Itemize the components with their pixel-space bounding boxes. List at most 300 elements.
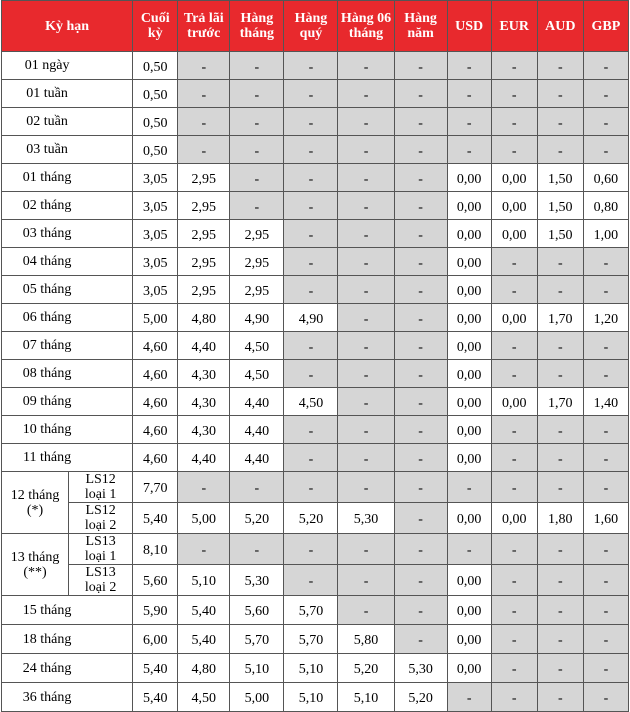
rate-cell: - [284, 164, 338, 192]
sub-term-label: LS12 [85, 503, 116, 518]
rate-cell: 6,00 [133, 625, 178, 654]
rate-cell: - [394, 565, 447, 596]
rate-cell: - [338, 248, 394, 276]
rate-cell: 0,00 [447, 503, 491, 534]
table-row-12-loai1 [2, 472, 629, 503]
term-cell: 03 tuần [2, 136, 133, 164]
rate-cell: 5,20 [338, 654, 394, 683]
rate-cell: - [537, 472, 583, 503]
rate-cell: 4,90 [230, 304, 284, 332]
table-row [2, 52, 629, 80]
term-label: 13 tháng [10, 549, 60, 565]
rate-cell: 0,00 [447, 220, 491, 248]
rate-cell: - [178, 136, 230, 164]
term-cell: 07 tháng [2, 332, 133, 360]
rate-cell: 0,00 [491, 192, 537, 220]
rate-cell: - [394, 52, 447, 80]
rate-cell: 4,60 [133, 388, 178, 416]
rate-cell: - [537, 444, 583, 472]
rate-cell: - [537, 625, 583, 654]
table-row [2, 192, 629, 220]
rate-cell: - [583, 416, 628, 444]
rate-cell: 2,95 [178, 192, 230, 220]
rate-cell: - [491, 472, 537, 503]
rate-cell: - [338, 304, 394, 332]
rate-cell: 5,40 [133, 503, 178, 534]
rate-cell: - [394, 596, 447, 625]
rate-cell: 4,30 [178, 416, 230, 444]
table-row [2, 596, 629, 625]
table-row [2, 332, 629, 360]
rate-cell: - [583, 248, 628, 276]
term-cell: 01 ngày [2, 52, 133, 80]
rate-cell: - [284, 192, 338, 220]
rate-cell: - [491, 136, 537, 164]
sub-term-label: LS13 [85, 565, 116, 580]
table-row [2, 136, 629, 164]
rate-cell: - [537, 248, 583, 276]
rate-cell: - [230, 472, 284, 503]
rate-cell: - [394, 472, 447, 503]
rate-cell: 0,00 [491, 164, 537, 192]
term-cell: 24 tháng [2, 654, 133, 683]
sub-term-type: loại 1 [84, 549, 117, 564]
term-note: (*) [26, 502, 44, 518]
sub-term-cell [69, 503, 133, 534]
rate-cell: - [447, 472, 491, 503]
rate-cell: - [338, 472, 394, 503]
rate-cell: - [394, 304, 447, 332]
rate-cell: - [394, 388, 447, 416]
rate-cell: 1,40 [583, 388, 628, 416]
rate-cell: - [338, 164, 394, 192]
rate-cell: - [491, 654, 537, 683]
rate-cell: - [338, 192, 394, 220]
rate-cell: - [537, 683, 583, 712]
term-cell: 01 tuần [2, 80, 133, 108]
rate-cell: 3,05 [133, 164, 178, 192]
rate-cell: - [394, 276, 447, 304]
term-cell: 08 tháng [2, 360, 133, 388]
term-cell: 11 tháng [2, 444, 133, 472]
rate-cell: 4,80 [178, 304, 230, 332]
table-row [2, 654, 629, 683]
rate-cell: - [583, 360, 628, 388]
rate-cell: 2,95 [178, 164, 230, 192]
rate-cell: - [583, 80, 628, 108]
rate-cell: 0,50 [133, 136, 178, 164]
rate-cell: 2,95 [230, 220, 284, 248]
rate-cell: - [394, 220, 447, 248]
rate-cell: - [338, 332, 394, 360]
rate-cell: - [284, 136, 338, 164]
header-gbp: GBP [583, 1, 628, 52]
rate-cell: - [178, 52, 230, 80]
rate-cell: - [338, 136, 394, 164]
rate-cell: - [583, 108, 628, 136]
header-aud: AUD [537, 1, 583, 52]
rate-cell: - [284, 360, 338, 388]
rate-cell: 5,70 [230, 625, 284, 654]
rate-cell: - [284, 80, 338, 108]
rate-cell: - [491, 534, 537, 565]
rate-cell: 5,10 [338, 683, 394, 712]
rate-cell: - [284, 472, 338, 503]
header-cuoi-ky: Cuối kỳ [133, 1, 178, 52]
rate-cell: - [338, 276, 394, 304]
rate-cell: - [583, 472, 628, 503]
term-cell: 03 tháng [2, 220, 133, 248]
rate-cell: 0,50 [133, 52, 178, 80]
rate-cell: - [583, 596, 628, 625]
rate-cell: - [230, 108, 284, 136]
rate-cell: 4,60 [133, 360, 178, 388]
rate-cell: - [491, 625, 537, 654]
rate-cell: 5,40 [178, 625, 230, 654]
rate-cell: - [394, 416, 447, 444]
rate-cell: 5,40 [133, 683, 178, 712]
rate-cell: - [394, 192, 447, 220]
term-cell: 02 tuần [2, 108, 133, 136]
table-row [2, 164, 629, 192]
rate-cell: 0,00 [447, 625, 491, 654]
rate-cell: 1,60 [583, 503, 628, 534]
rate-cell: - [491, 360, 537, 388]
term-cell: 02 tháng [2, 192, 133, 220]
rate-cell: 1,50 [537, 220, 583, 248]
header-term: Kỳ hạn [2, 1, 133, 52]
rate-cell: 0,50 [133, 108, 178, 136]
rate-cell: - [394, 80, 447, 108]
rate-cell: - [583, 276, 628, 304]
rate-cell: - [537, 276, 583, 304]
rate-cell: - [284, 276, 338, 304]
rate-cell: 4,60 [133, 332, 178, 360]
term-cell: 05 tháng [2, 276, 133, 304]
rate-cell: 0,80 [583, 192, 628, 220]
term-cell: 09 tháng [2, 388, 133, 416]
rate-cell: 1,70 [537, 304, 583, 332]
rate-cell: 7,70 [133, 472, 178, 503]
rate-cell: - [583, 625, 628, 654]
rate-cell: 3,05 [133, 220, 178, 248]
rate-cell: 4,80 [178, 654, 230, 683]
sub-term-type: loại 2 [84, 580, 117, 595]
sub-term-type: loại 2 [84, 518, 117, 533]
interest-rate-table [1, 0, 629, 712]
rate-cell: 2,95 [178, 276, 230, 304]
term-cell: 04 tháng [2, 248, 133, 276]
table-row [2, 80, 629, 108]
rate-cell: 2,95 [178, 220, 230, 248]
sub-term-cell [69, 472, 133, 503]
rate-cell: 0,00 [447, 248, 491, 276]
rate-cell: - [284, 220, 338, 248]
rate-cell: - [338, 534, 394, 565]
rate-cell: - [537, 136, 583, 164]
rate-cell: 4,30 [178, 360, 230, 388]
rate-cell: - [491, 416, 537, 444]
rate-cell: 8,10 [133, 534, 178, 565]
rate-cell: 5,00 [230, 683, 284, 712]
rate-cell: - [537, 596, 583, 625]
rate-cell: 1,80 [537, 503, 583, 534]
rate-cell: 3,05 [133, 276, 178, 304]
rate-cell: - [491, 52, 537, 80]
table-row [2, 304, 629, 332]
rate-cell: - [284, 416, 338, 444]
rate-cell: 4,50 [230, 332, 284, 360]
term-cell: 10 tháng [2, 416, 133, 444]
term-note: (**) [23, 564, 47, 580]
table-row [2, 108, 629, 136]
rate-cell: - [491, 248, 537, 276]
rate-cell: - [230, 136, 284, 164]
rate-cell: 4,50 [284, 388, 338, 416]
rate-cell: - [583, 534, 628, 565]
rate-cell: 4,60 [133, 444, 178, 472]
rate-cell: 5,30 [338, 503, 394, 534]
header-hang-nam: Hàng năm [394, 1, 447, 52]
rate-cell: - [338, 360, 394, 388]
rate-cell: 1,20 [583, 304, 628, 332]
rate-cell: 3,05 [133, 248, 178, 276]
rate-cell: - [491, 80, 537, 108]
rate-cell: - [491, 332, 537, 360]
sub-term-cell [69, 565, 133, 596]
rate-cell: 5,80 [338, 625, 394, 654]
table-row [2, 220, 629, 248]
rate-cell: 5,60 [230, 596, 284, 625]
term-cell: 01 tháng [2, 164, 133, 192]
rate-cell: - [338, 52, 394, 80]
rate-cell: 4,50 [230, 360, 284, 388]
rate-cell: 1,50 [537, 192, 583, 220]
rate-cell: - [230, 52, 284, 80]
rate-cell: 0,00 [447, 565, 491, 596]
table-row [2, 276, 629, 304]
term-cell: 15 tháng [2, 596, 133, 625]
rate-cell: - [178, 472, 230, 503]
rate-cell: - [537, 565, 583, 596]
term-cell: 06 tháng [2, 304, 133, 332]
rate-cell: - [583, 565, 628, 596]
rate-cell: - [583, 683, 628, 712]
rate-cell: 5,30 [394, 654, 447, 683]
rate-cell: - [394, 534, 447, 565]
rate-cell: - [394, 625, 447, 654]
rate-cell: - [230, 534, 284, 565]
rate-cell: 5,70 [284, 625, 338, 654]
rate-cell: - [583, 332, 628, 360]
rate-cell: - [284, 565, 338, 596]
rate-cell: - [230, 164, 284, 192]
rate-cell: 4,40 [230, 416, 284, 444]
rate-cell: - [394, 108, 447, 136]
term-cell-13-thang [2, 534, 69, 596]
rate-cell: - [583, 654, 628, 683]
rate-cell: 0,00 [447, 332, 491, 360]
rate-cell: 5,20 [394, 683, 447, 712]
rate-cell: - [394, 332, 447, 360]
table-row-13-loai2 [2, 565, 629, 596]
rate-cell: 4,40 [230, 444, 284, 472]
rate-cell: - [583, 52, 628, 80]
rate-cell: 5,10 [284, 654, 338, 683]
table-row [2, 625, 629, 654]
rate-cell: - [583, 136, 628, 164]
rate-cell: - [338, 80, 394, 108]
rate-cell: 4,40 [230, 388, 284, 416]
rate-cell: 0,00 [491, 220, 537, 248]
rate-cell: - [338, 220, 394, 248]
rate-cell: - [447, 683, 491, 712]
rate-cell: - [394, 136, 447, 164]
rate-cell: 1,70 [537, 388, 583, 416]
rate-cell: - [447, 52, 491, 80]
rate-cell: - [447, 534, 491, 565]
rate-cell: - [338, 565, 394, 596]
rate-cell: 0,00 [447, 360, 491, 388]
table-row-12-loai2 [2, 503, 629, 534]
term-label: 12 tháng [10, 487, 60, 503]
rate-cell: - [491, 276, 537, 304]
rate-cell: - [284, 332, 338, 360]
rate-cell: 4,50 [178, 683, 230, 712]
rate-cell: - [178, 534, 230, 565]
rate-cell: 2,95 [230, 248, 284, 276]
rate-cell: - [284, 52, 338, 80]
rate-cell: - [537, 332, 583, 360]
rate-cell: 5,60 [133, 565, 178, 596]
term-cell: 18 tháng [2, 625, 133, 654]
rate-cell: 5,70 [284, 596, 338, 625]
rate-cell: 0,00 [491, 388, 537, 416]
rate-cell: 4,30 [178, 388, 230, 416]
rate-cell: 4,60 [133, 416, 178, 444]
rate-cell: 5,40 [133, 654, 178, 683]
rate-cell: 0,00 [447, 654, 491, 683]
rate-cell: - [491, 683, 537, 712]
rate-cell: 0,00 [447, 596, 491, 625]
rate-cell: 0,00 [491, 503, 537, 534]
rate-cell: 5,30 [230, 565, 284, 596]
term-cell: 36 tháng [2, 683, 133, 712]
rate-cell: - [230, 192, 284, 220]
rate-cell: 5,00 [178, 503, 230, 534]
rate-cell: 0,00 [447, 444, 491, 472]
table-row [2, 416, 629, 444]
rate-cell: - [394, 360, 447, 388]
rate-cell: - [230, 80, 284, 108]
rate-cell: 1,50 [537, 164, 583, 192]
rate-cell: - [284, 248, 338, 276]
rate-cell: 0,60 [583, 164, 628, 192]
rate-cell: 2,95 [230, 276, 284, 304]
rate-cell: - [491, 444, 537, 472]
rate-cell: 4,40 [178, 332, 230, 360]
rate-cell: - [394, 444, 447, 472]
sub-term-label: LS13 [85, 534, 116, 549]
header-eur: EUR [491, 1, 537, 52]
rate-cell: 3,05 [133, 192, 178, 220]
rate-cell: - [537, 52, 583, 80]
rate-cell: - [537, 80, 583, 108]
sub-term-cell [69, 534, 133, 565]
sub-term-type: loại 1 [84, 487, 117, 502]
rate-cell: - [338, 444, 394, 472]
table-row-13-loai1 [2, 534, 629, 565]
rate-cell: - [284, 534, 338, 565]
rate-cell: - [491, 108, 537, 136]
rate-cell: - [394, 248, 447, 276]
rate-cell: - [537, 534, 583, 565]
rate-cell: 5,10 [230, 654, 284, 683]
rate-cell: - [284, 108, 338, 136]
rate-cell: - [178, 80, 230, 108]
rate-cell: 4,40 [178, 444, 230, 472]
rate-cell: - [447, 136, 491, 164]
rate-cell: - [178, 108, 230, 136]
rate-cell: 0,50 [133, 80, 178, 108]
table-row [2, 444, 629, 472]
rate-cell: - [284, 444, 338, 472]
rate-cell: 1,00 [583, 220, 628, 248]
rate-cell: 0,00 [447, 276, 491, 304]
rate-cell: - [491, 596, 537, 625]
rate-cell: - [583, 444, 628, 472]
header-tra-lai-truoc: Trả lãi trước [178, 1, 230, 52]
header-hang-06-thang: Hàng 06 tháng [338, 1, 394, 52]
rate-cell: 5,40 [178, 596, 230, 625]
rate-cell: - [537, 416, 583, 444]
rate-cell: 5,10 [178, 565, 230, 596]
rate-cell: - [447, 108, 491, 136]
table-header-row [2, 1, 629, 52]
rate-cell: 0,00 [447, 192, 491, 220]
rate-cell: 4,90 [284, 304, 338, 332]
rate-cell: 0,00 [491, 304, 537, 332]
header-usd: USD [447, 1, 491, 52]
rate-cell: - [537, 360, 583, 388]
term-cell-12-thang [2, 472, 69, 534]
rate-cell: 0,00 [447, 416, 491, 444]
table-row [2, 683, 629, 712]
rate-cell: - [338, 416, 394, 444]
rate-cell: 5,20 [284, 503, 338, 534]
rate-cell: - [338, 596, 394, 625]
header-hang-thang: Hàng tháng [230, 1, 284, 52]
header-hang-quy: Hàng quý [284, 1, 338, 52]
rate-cell: 5,10 [284, 683, 338, 712]
rate-cell: - [338, 388, 394, 416]
rate-cell: 0,00 [447, 304, 491, 332]
rate-cell: - [537, 654, 583, 683]
table-row [2, 360, 629, 388]
rate-cell: - [338, 108, 394, 136]
rate-cell: - [394, 164, 447, 192]
rate-cell: 2,95 [178, 248, 230, 276]
rate-cell: 5,20 [230, 503, 284, 534]
rate-cell: 5,00 [133, 304, 178, 332]
table-row [2, 248, 629, 276]
table-row [2, 388, 629, 416]
rate-cell: - [394, 503, 447, 534]
table-body [2, 52, 629, 712]
rate-cell: - [447, 80, 491, 108]
rate-cell: - [491, 565, 537, 596]
rate-cell: 0,00 [447, 164, 491, 192]
